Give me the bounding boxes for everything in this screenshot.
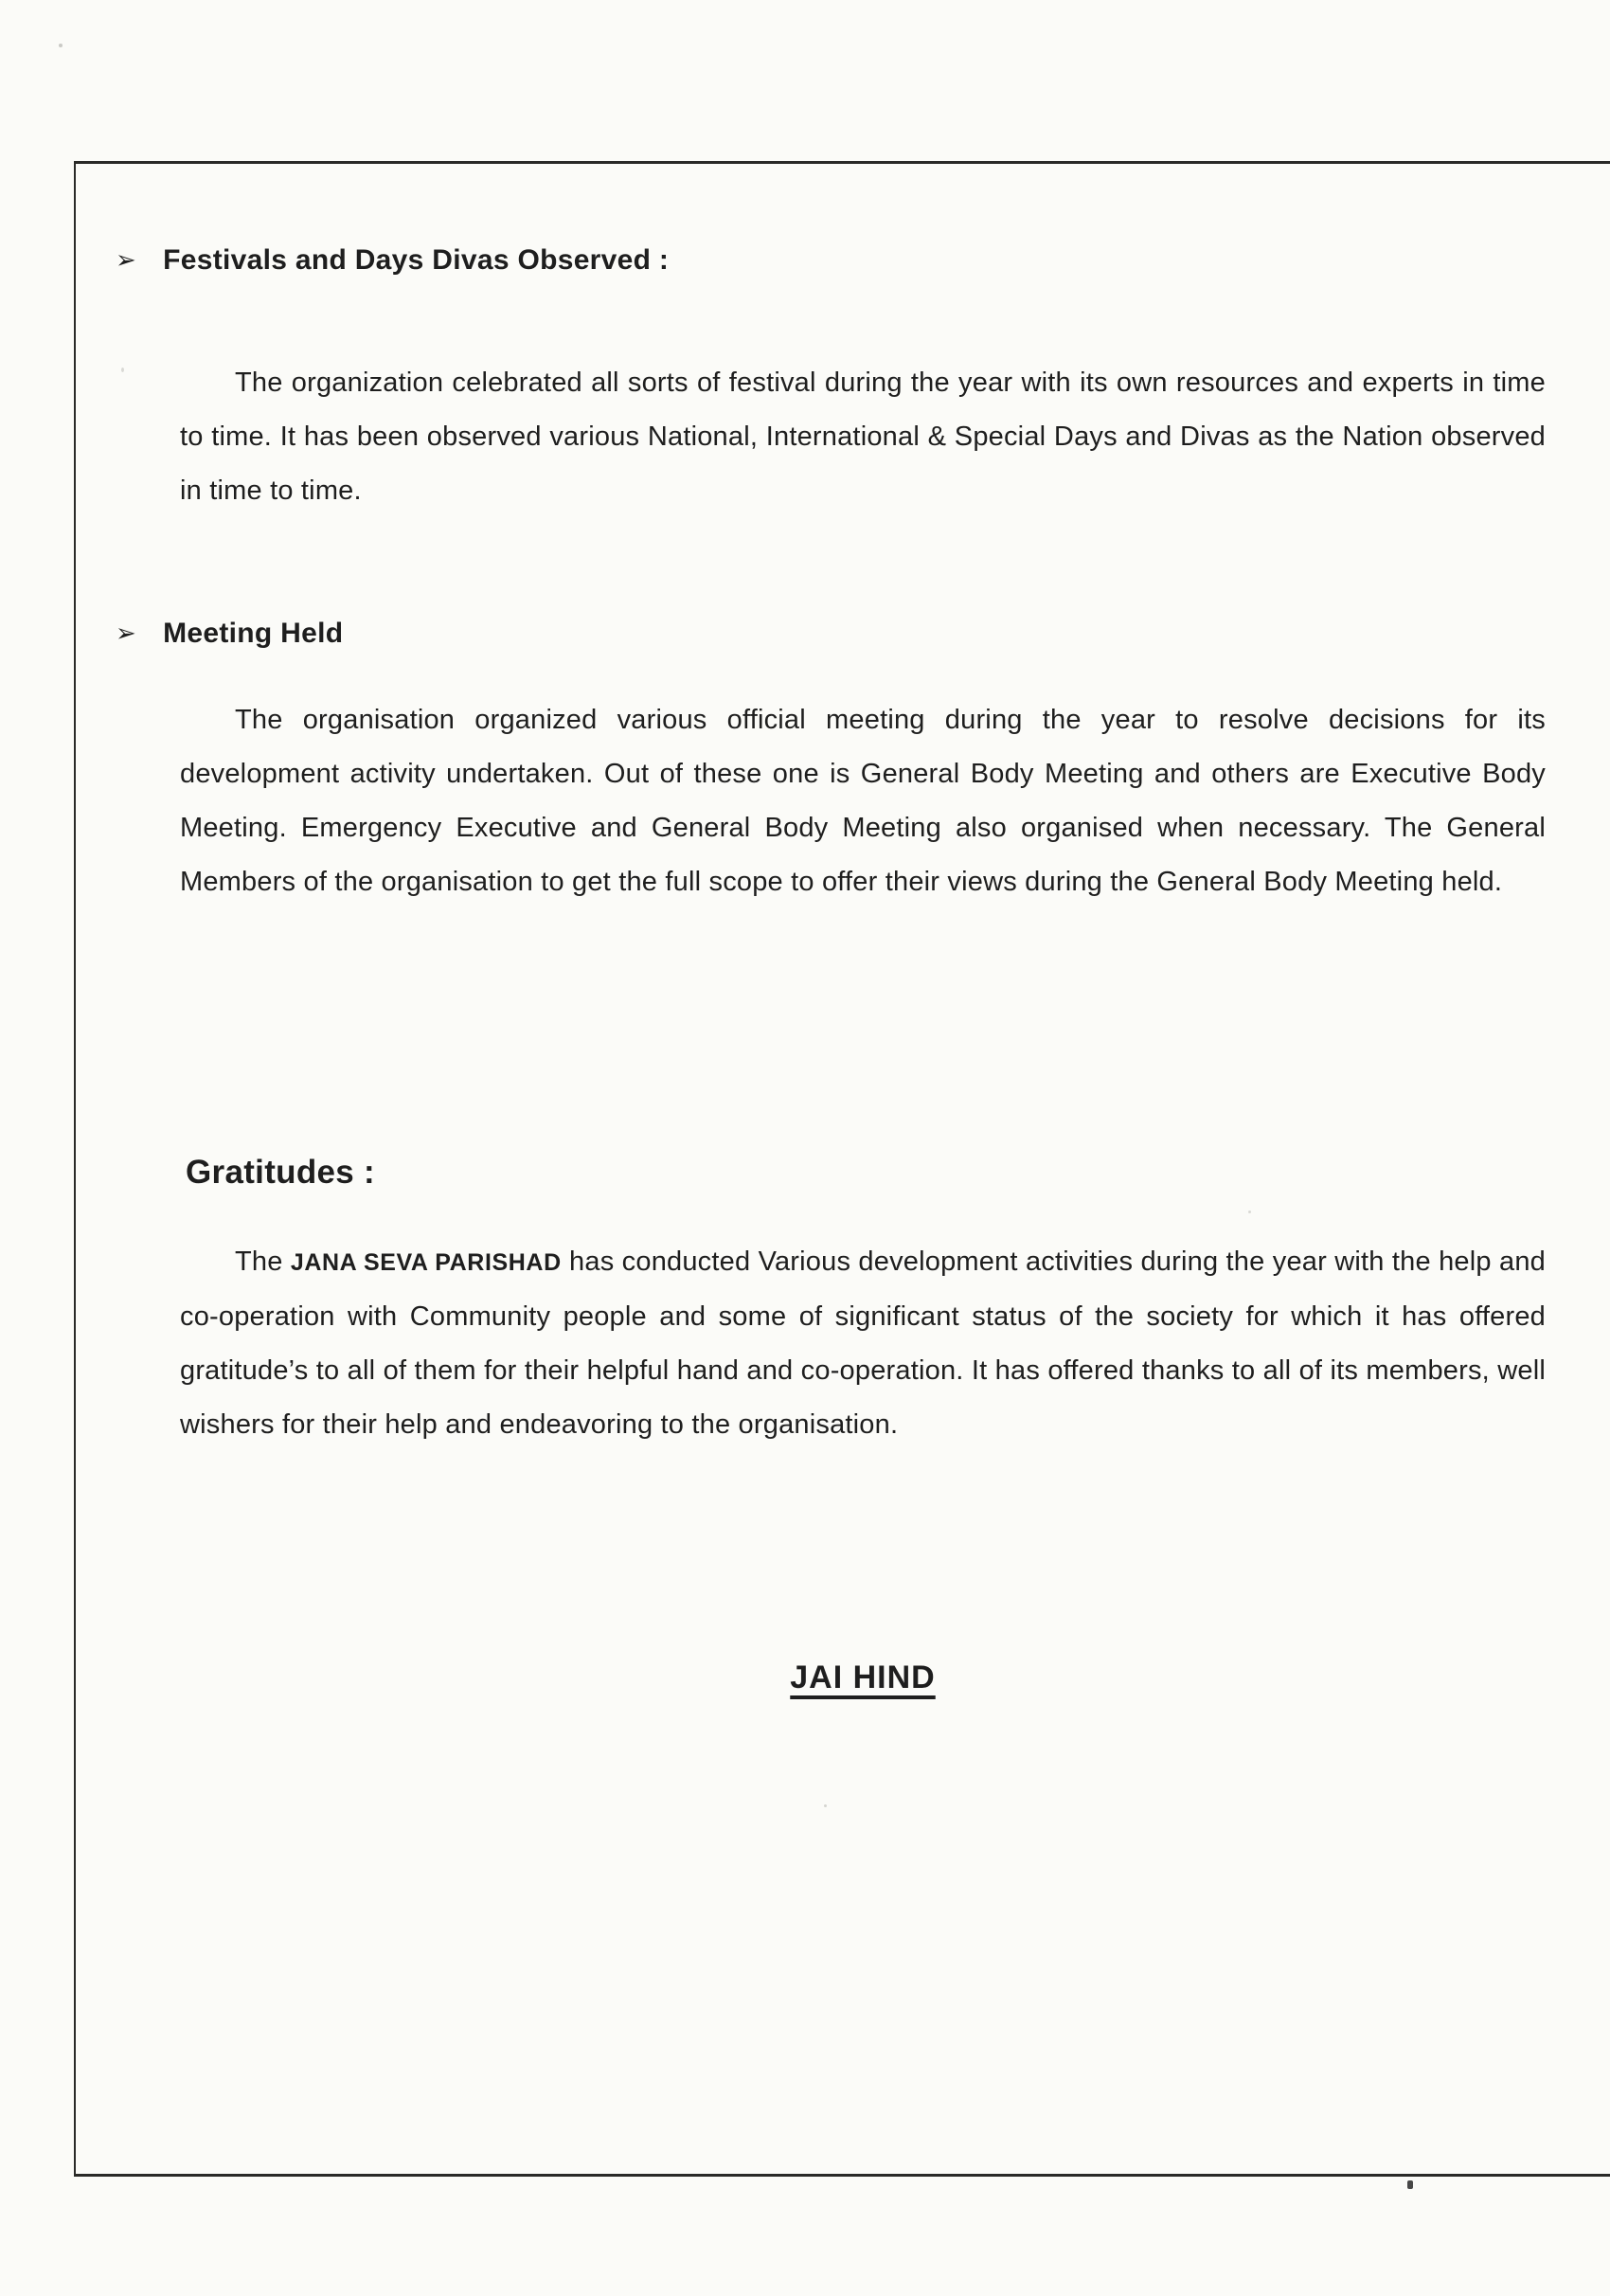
meeting-held-paragraph: The organisation organized various official meeting during the year to resolve decisions for its development activity undertaken. Out of these one is General Body Meeting and others are Executive Body Meeting. Emergency Executive and General Body Meeting also organised when necessary. The General Members of the organisation to get the full scope to offer their views during the General Body Meeting held. xyxy=(180,705,1546,897)
closing-slogan: JAI HIND xyxy=(790,1659,936,1695)
section-heading-meeting-held-text: Meeting Held xyxy=(163,618,344,649)
festivals-paragraph: The organization celebrated all sorts of festival during the year with its own resources and experts in time to time. It has been observed various National, International & Special Days and Divas as the Nation observed in time to time. xyxy=(180,368,1546,506)
gratitudes-paragraph xyxy=(180,1235,1546,1452)
scan-speck xyxy=(824,1804,827,1807)
arrow-bullet-icon: ➢ xyxy=(116,619,137,647)
scan-speck xyxy=(1248,1211,1251,1213)
organization-name: JANA SEVA PARISHAD xyxy=(290,1249,562,1276)
section-heading-gratitudes: Gratitudes : xyxy=(186,1154,376,1191)
section-heading-meeting-held xyxy=(116,618,343,650)
scan-speck xyxy=(1407,2180,1413,2189)
arrow-bullet-icon: ➢ xyxy=(116,245,137,274)
scan-speck xyxy=(59,44,63,47)
gratitudes-paragraph-lead: The xyxy=(235,1247,291,1277)
gratitudes-paragraph-rest: has conducted Various development activities during the year with the help and co-operation with Community people and some of significant status of the society for which it has offered gratitude’s to all of them for their helpful hand and co-operation. It has offered thanks to all of its members, well wishers for their help and endeavoring to the organisation. xyxy=(180,1247,1546,1440)
closing-slogan-container xyxy=(180,1659,1546,1696)
section-heading-festivals xyxy=(116,244,669,277)
section-heading-festivals-text: Festivals and Days Divas Observed : xyxy=(163,244,670,276)
scan-speck xyxy=(121,368,124,372)
